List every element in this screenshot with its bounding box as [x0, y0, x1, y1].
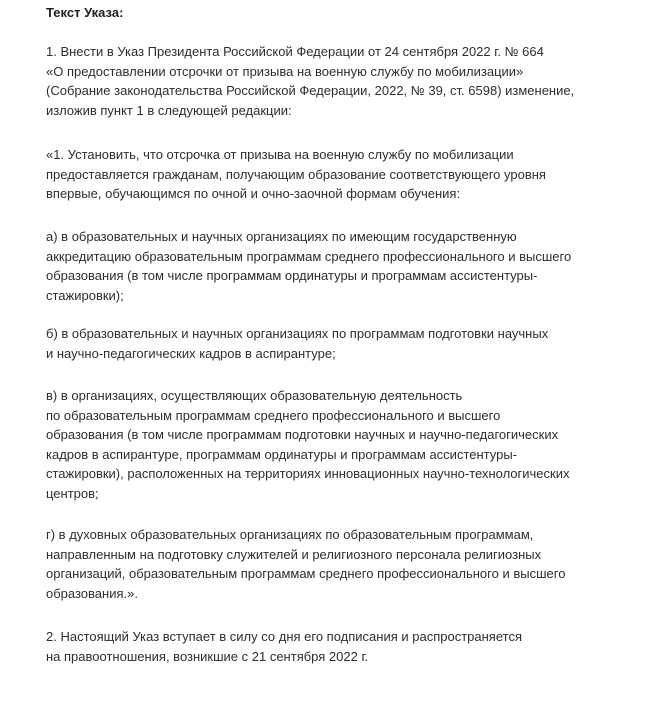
- paragraph-entry-into-force: [46, 627, 522, 666]
- text-line: изложив пункт 1 в следующей редакции:: [46, 102, 292, 118]
- paragraph-item-b: [46, 324, 548, 363]
- text-line: образования (в том числе программам подготовки научных и научно-педагогических: [46, 427, 559, 442]
- text-line: впервые, обучающимся по очной и очно-заочной формам обучения:: [46, 186, 461, 201]
- paragraph-clause-1: [46, 145, 546, 204]
- text-line: по образовательным программам среднего профессионального и высшего: [46, 407, 501, 423]
- text-line: организаций, образовательным программам среднего профессионального и высшего: [46, 566, 566, 581]
- paragraph-item-v: [46, 386, 570, 503]
- text-line: «1. Установить, что отсрочка от призыва на военную службу по мобилизации: [46, 147, 514, 162]
- text-line: б) в образовательных и научных организациях по программам подготовки научных: [46, 326, 549, 341]
- text-line: предоставляется гражданам, получающим образование соответствующего уровня: [46, 166, 546, 182]
- text-line: (Собрание законодательства Российской Федерации, 2022, № 39, ст. 6598) изменение,: [46, 83, 575, 98]
- text-line: направленным на подготовку служителей и религиозного персонала религиозных: [46, 546, 542, 562]
- text-line: стажировки);: [46, 287, 124, 303]
- text-line: образования (в том числе программам ординатуры и программам ассистентуры-: [46, 268, 538, 283]
- text-line: «О предоставлении отсрочки от призыва на военную службу по мобилизации»: [46, 63, 524, 79]
- text-line: г) в духовных образовательных организациях по образовательным программам,: [46, 527, 534, 542]
- paragraph-item-g: [46, 525, 565, 603]
- text-line: в) в организациях, осуществляющих образовательную деятельность: [46, 388, 463, 403]
- text-line: кадров в аспирантуре, программам ординатуры и программам ассистентуры-: [46, 446, 518, 462]
- decree-document: [46, 0, 646, 664]
- text-line: 2. Настоящий Указ вступает в силу со дня его подписания и распространяется: [46, 629, 522, 644]
- paragraph-item-a: [46, 227, 571, 305]
- text-line: а) в образовательных и научных организациях по имеющим государственную: [46, 229, 517, 244]
- paragraph-amendment: [46, 42, 574, 120]
- text-line: центров;: [46, 485, 99, 501]
- text-line: и научно-педагогических кадров в аспирантуре;: [46, 345, 336, 361]
- text-line: образования.».: [46, 585, 138, 601]
- text-line: на правоотношения, возникшие с 21 сентября 2022 г.: [46, 648, 369, 664]
- text-line: 1. Внести в Указ Президента Российской Федерации от 24 сентября 2022 г. № 664: [46, 44, 544, 59]
- document-heading: Текст Указа:: [46, 5, 124, 20]
- text-line: стажировки), расположенных на территориях инновационных научно-технологических: [46, 466, 570, 481]
- text-line: аккредитацию образовательным программам среднего профессионального и высшего: [46, 248, 572, 264]
